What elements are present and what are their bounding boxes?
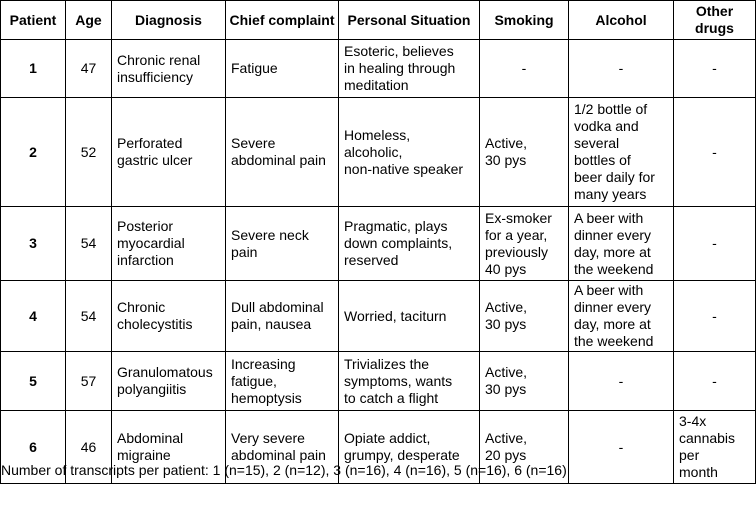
- cell-patient: 4: [1, 281, 66, 352]
- header-personal-situation: Personal Situation: [339, 1, 480, 40]
- cell-chief-complaint: Severe abdominal pain: [226, 98, 339, 207]
- cell-personal-situation: Worried, taciturn: [339, 281, 480, 352]
- cell-chief-complaint: Dull abdominal pain, nausea: [226, 281, 339, 352]
- cell-alcohol: -: [569, 411, 674, 484]
- cell-chief-complaint: Fatigue: [226, 40, 339, 98]
- cell-other-drugs: -: [674, 40, 756, 98]
- header-patient: Patient: [1, 1, 66, 40]
- cell-smoking: Active, 30 pys: [480, 98, 569, 207]
- cell-patient: 5: [1, 352, 66, 411]
- header-age: Age: [66, 1, 112, 40]
- cell-diagnosis: Chronic renal insufficiency: [112, 40, 226, 98]
- cell-personal-situation: Esoteric, believes in healing through meditation: [339, 40, 480, 98]
- cell-smoking: Active, 30 pys: [480, 281, 569, 352]
- cell-other-drugs: -: [674, 352, 756, 411]
- header-row: [1, 1, 756, 40]
- table-row: [1, 40, 756, 98]
- cell-chief-complaint: Very severe abdominal pain: [226, 411, 339, 484]
- cell-smoking: -: [480, 40, 569, 98]
- cell-smoking: Ex-smoker for a year, previously 40 pys: [480, 207, 569, 281]
- cell-chief-complaint: Severe neck pain: [226, 207, 339, 281]
- cell-other-drugs: 3-4x cannabis per month: [674, 411, 756, 484]
- cell-other-drugs: -: [674, 207, 756, 281]
- header-chief-complaint: Chief complaint: [226, 1, 339, 40]
- cell-alcohol: -: [569, 40, 674, 98]
- cell-chief-complaint: Increasing fatigue, hemoptysis: [226, 352, 339, 411]
- table-footnote: Number of transcripts per patient: 1 (n=15), 2 (n=12), 3 (n=16), 4 (n=16), 5 (n=16), 6 (n=16): [1, 462, 567, 478]
- header-diagnosis: Diagnosis: [112, 1, 226, 40]
- cell-smoking: Active, 20 pys: [480, 411, 569, 484]
- cell-age: 47: [66, 40, 112, 98]
- cell-personal-situation: Homeless, alcoholic, non-native speaker: [339, 98, 480, 207]
- cell-alcohol: -: [569, 352, 674, 411]
- cell-personal-situation: Trivializes the symptoms, wants to catch a flight: [339, 352, 480, 411]
- header-other-drugs: Other drugs: [674, 1, 756, 40]
- cell-age: 54: [66, 281, 112, 352]
- cell-personal-situation: Opiate addict, grumpy, desperate: [339, 411, 480, 484]
- cell-diagnosis: Granulomatous polyangiitis: [112, 352, 226, 411]
- cell-personal-situation: Pragmatic, plays down complaints, reserved: [339, 207, 480, 281]
- cell-diagnosis: Perforated gastric ulcer: [112, 98, 226, 207]
- cell-age: 54: [66, 207, 112, 281]
- table-row: [1, 98, 756, 207]
- header-smoking: Smoking: [480, 1, 569, 40]
- cell-patient: 3: [1, 207, 66, 281]
- cell-alcohol: 1/2 bottle of vodka and several bottles of beer daily for many years: [569, 98, 674, 207]
- cell-alcohol: A beer with dinner every day, more at the weekend: [569, 281, 674, 352]
- cell-other-drugs: -: [674, 281, 756, 352]
- cell-diagnosis: Chronic cholecystitis: [112, 281, 226, 352]
- cell-patient: 6: [1, 411, 66, 484]
- cell-diagnosis: Abdominal migraine: [112, 411, 226, 484]
- table-row: [1, 281, 756, 352]
- cell-smoking: Active, 30 pys: [480, 352, 569, 411]
- cell-age: 46: [66, 411, 112, 484]
- cell-patient: 2: [1, 98, 66, 207]
- cell-alcohol: A beer with dinner every day, more at the weekend: [569, 207, 674, 281]
- cell-patient: 1: [1, 40, 66, 98]
- cell-age: 57: [66, 352, 112, 411]
- table-row: [1, 352, 756, 411]
- cell-other-drugs: -: [674, 98, 756, 207]
- header-alcohol: Alcohol: [569, 1, 674, 40]
- table-row: [1, 207, 756, 281]
- cell-diagnosis: Posterior myocardial infarction: [112, 207, 226, 281]
- cell-age: 52: [66, 98, 112, 207]
